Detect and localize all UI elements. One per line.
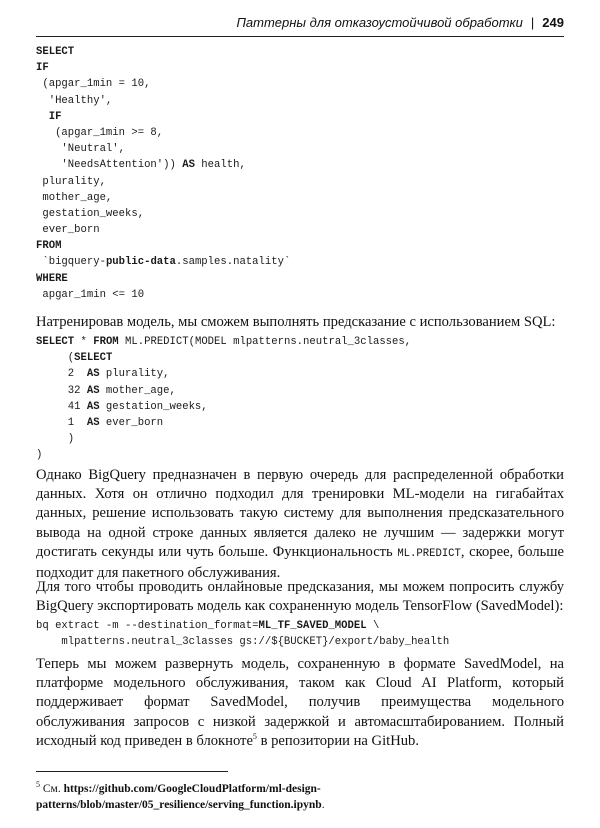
code-keyword: IF <box>48 110 62 123</box>
code-line <box>36 383 411 399</box>
paragraph-predict-intro: Натренировав модель, мы сможем выполнять предсказание с использованием SQL: <box>36 314 556 330</box>
code-line <box>36 206 290 222</box>
paragraph-bigquery-latency: Однако BigQuery предназначен в первую очередь для распределенной обработки данных. Хотя он отлично подходил для тренировки ML-модели на гигабайтах данных, решение использовать такую систему для выполнения предсказательного вывода на одной строке данных является далеко не лучшим — задержки могут достигать секунды или чуть больше. Функциональность ML.PREDICT, скорее, больше подходит для пакетного обслуживания. <box>36 467 564 582</box>
page-number: 249 <box>542 15 564 30</box>
code-keyword: AS <box>86 400 100 413</box>
code-line <box>36 618 449 634</box>
code-text: .samples.natality` <box>175 256 291 269</box>
code-text: gestation_weeks, <box>99 400 208 413</box>
code-line <box>36 44 290 60</box>
code-text: 32 <box>36 384 87 397</box>
code-text: apgar_1min <= 10 <box>36 288 145 301</box>
code-line <box>36 109 290 125</box>
code-text: mother_age, <box>36 191 113 204</box>
code-text: bq extract -m --destination_format= <box>36 620 259 632</box>
code-text: plurality, <box>36 175 106 188</box>
footnote-link[interactable]: https://github.com/GoogleCloudPlatform/ml-design-patterns/blob/master/05_resilience/serving_function.ipynb <box>36 783 322 811</box>
code-text: 'NeedsAttention')) <box>36 159 183 172</box>
code-text: ever_born <box>36 224 100 237</box>
footnote: $^5$ См. https://github.com/GoogleCloudPlatform/ml-design-patterns/blob/master/05_resilience/serving_function.ipynb. <box>36 780 325 811</box>
sql-query-code-block <box>36 44 290 303</box>
footnote-reference[interactable]: 5 <box>252 731 257 741</box>
paragraph-deploy: Теперь мы можем развернуть модель, сохраненную в формате SavedModel, на платформе модельного обслуживания, таком как Cloud AI Platform, который поддерживает формат SavedModel, получив преимущества модельного обслуживания запросов с низкой задержкой и автомасштабированием. Полный исходный код приведен в блокноте$^5$ в репозитории на GitHub. <box>36 656 564 749</box>
paragraph-export-intro: Для того чтобы проводить онлайновые предсказания, мы можем попросить службу BigQuery экспортировать модель как сохраненную модель TensorFlow (SavedModel): <box>36 579 564 615</box>
code-keyword: AS <box>86 368 100 381</box>
code-text: mother_age, <box>99 384 176 397</box>
code-text <box>36 111 49 123</box>
code-line <box>36 60 290 76</box>
code-keyword: FROM <box>36 240 62 253</box>
code-line <box>36 431 411 447</box>
code-text: health, <box>194 159 246 172</box>
code-text: \ <box>366 620 380 632</box>
code-line <box>36 222 290 238</box>
code-keyword: WHERE <box>36 272 68 285</box>
code-keyword: SELECT <box>36 46 75 58</box>
code-line <box>36 399 411 415</box>
code-line <box>36 366 411 382</box>
code-text: * <box>74 336 94 348</box>
code-line <box>36 157 290 173</box>
code-keyword: AS <box>86 384 100 397</box>
code-text: ever_born <box>99 416 164 429</box>
code-text: plurality, <box>99 368 170 381</box>
code-text: 2 <box>36 368 87 381</box>
code-keyword: SELECT <box>36 336 75 348</box>
code-line <box>36 447 411 463</box>
code-text: ML.PREDICT(MODEL mlpatterns.neutral_3classes, <box>118 336 412 348</box>
sql-predict-code-block <box>36 334 411 464</box>
code-text: mlpatterns.neutral_3classes gs://${BUCKET}/export/baby_health <box>36 636 450 649</box>
code-line <box>36 271 290 287</box>
code-text: 1 <box>36 416 87 429</box>
code-line <box>36 76 290 92</box>
code-line <box>36 190 290 206</box>
code-keyword: ML_TF_SAVED_MODEL <box>258 620 367 632</box>
code-line <box>36 287 290 303</box>
code-keyword: FROM <box>93 336 119 348</box>
code-text: (apgar_1min >= 8, <box>36 126 164 139</box>
code-line <box>36 634 449 650</box>
code-line <box>36 125 290 141</box>
code-keyword: SELECT <box>74 352 113 365</box>
header-separator: | <box>530 15 535 30</box>
code-text: ) <box>36 449 43 462</box>
code-keyword: IF <box>36 62 49 75</box>
code-text: ) <box>36 433 75 446</box>
inline-code-ml-predict: ML.PREDICT <box>397 547 461 560</box>
code-line <box>36 174 290 190</box>
bq-extract-code-block <box>36 618 449 650</box>
code-text: 'Neutral', <box>36 143 126 156</box>
code-text: 'Healthy', <box>36 94 113 107</box>
code-line <box>36 415 411 431</box>
code-line <box>36 254 290 270</box>
code-line <box>36 238 290 254</box>
code-keyword: public-data <box>105 256 176 269</box>
running-header <box>36 14 564 37</box>
code-line <box>36 350 411 366</box>
code-keyword: AS <box>182 159 195 172</box>
code-line <box>36 93 290 109</box>
code-text: 41 <box>36 400 87 413</box>
code-text: `bigquery- <box>36 256 106 269</box>
code-text: (apgar_1min = 10, <box>36 78 151 91</box>
code-keyword: AS <box>86 416 100 429</box>
code-line <box>36 141 290 157</box>
footnote-divider <box>36 771 228 772</box>
code-text: gestation_weeks, <box>36 207 145 220</box>
code-line <box>36 334 411 350</box>
footnote-mark: 5 <box>36 780 40 790</box>
header-title: Паттерны для отказоустойчивой обработки <box>236 15 523 30</box>
code-text: ( <box>36 352 75 365</box>
